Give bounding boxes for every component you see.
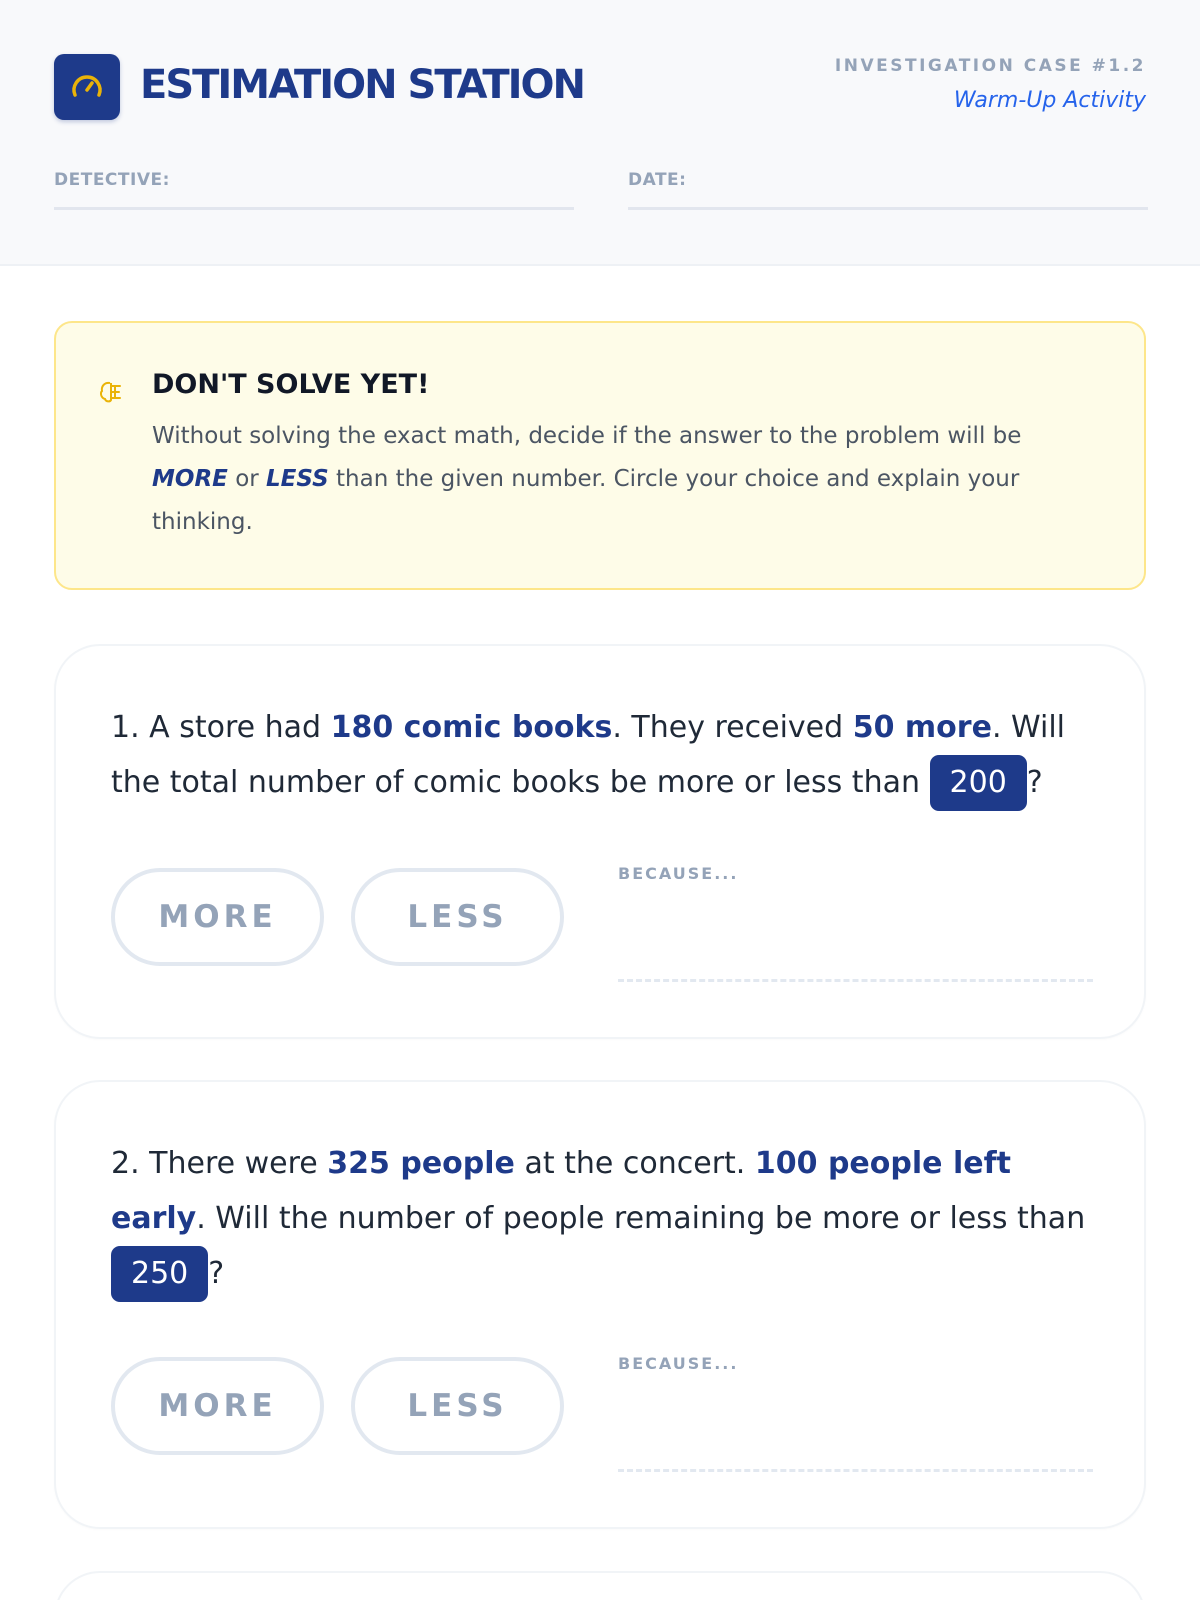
target-number: 200 [930,755,1027,811]
problem-card [54,644,1146,1039]
because-label: BECAUSE... [618,1354,739,1373]
worksheet-header [0,0,1200,266]
more-option[interactable]: MORE [111,1357,324,1455]
date-field[interactable] [628,170,1148,210]
detective-field[interactable] [54,170,574,210]
detective-label: DETECTIVE: [54,170,170,190]
instructions-callout [54,321,1146,590]
keyword-less: LESS [266,466,329,492]
date-label: DATE: [628,170,687,190]
because-label: BECAUSE... [618,864,739,883]
target-number: 250 [111,1246,208,1302]
because-field[interactable] [618,864,1093,982]
more-option[interactable]: MORE [111,868,324,966]
problem-text: 1. A store had 180 comic books. They received 50 more. Will the total number of comic books be more or less than 200 ? [111,700,1091,811]
problem-card [54,1571,1146,1600]
because-field[interactable] [618,1354,1093,1472]
case-number: INVESTIGATION CASE #1.2 [834,56,1146,76]
brain-icon [98,379,124,409]
less-option[interactable]: LESS [351,868,564,966]
problem-text: 2. There were 325 people at the concert. 100 people left early. Will the number of people remaining be more or less than 250 ? [111,1136,1091,1302]
callout-title: DON'T SOLVE YET! [152,369,430,400]
brand-title: ESTIMATION STATION [140,62,585,108]
problem-card [54,1080,1146,1529]
keyword-more: MORE [152,466,228,492]
callout-text: Without solving the exact math, decide if the answer to the problem will be MORE or LESS than the given number. Circle your choice and explain your thinking. [152,423,1022,535]
case-subtitle: Warm-Up Activity [953,88,1146,113]
less-option[interactable]: LESS [351,1357,564,1455]
gauge-icon [54,54,120,120]
